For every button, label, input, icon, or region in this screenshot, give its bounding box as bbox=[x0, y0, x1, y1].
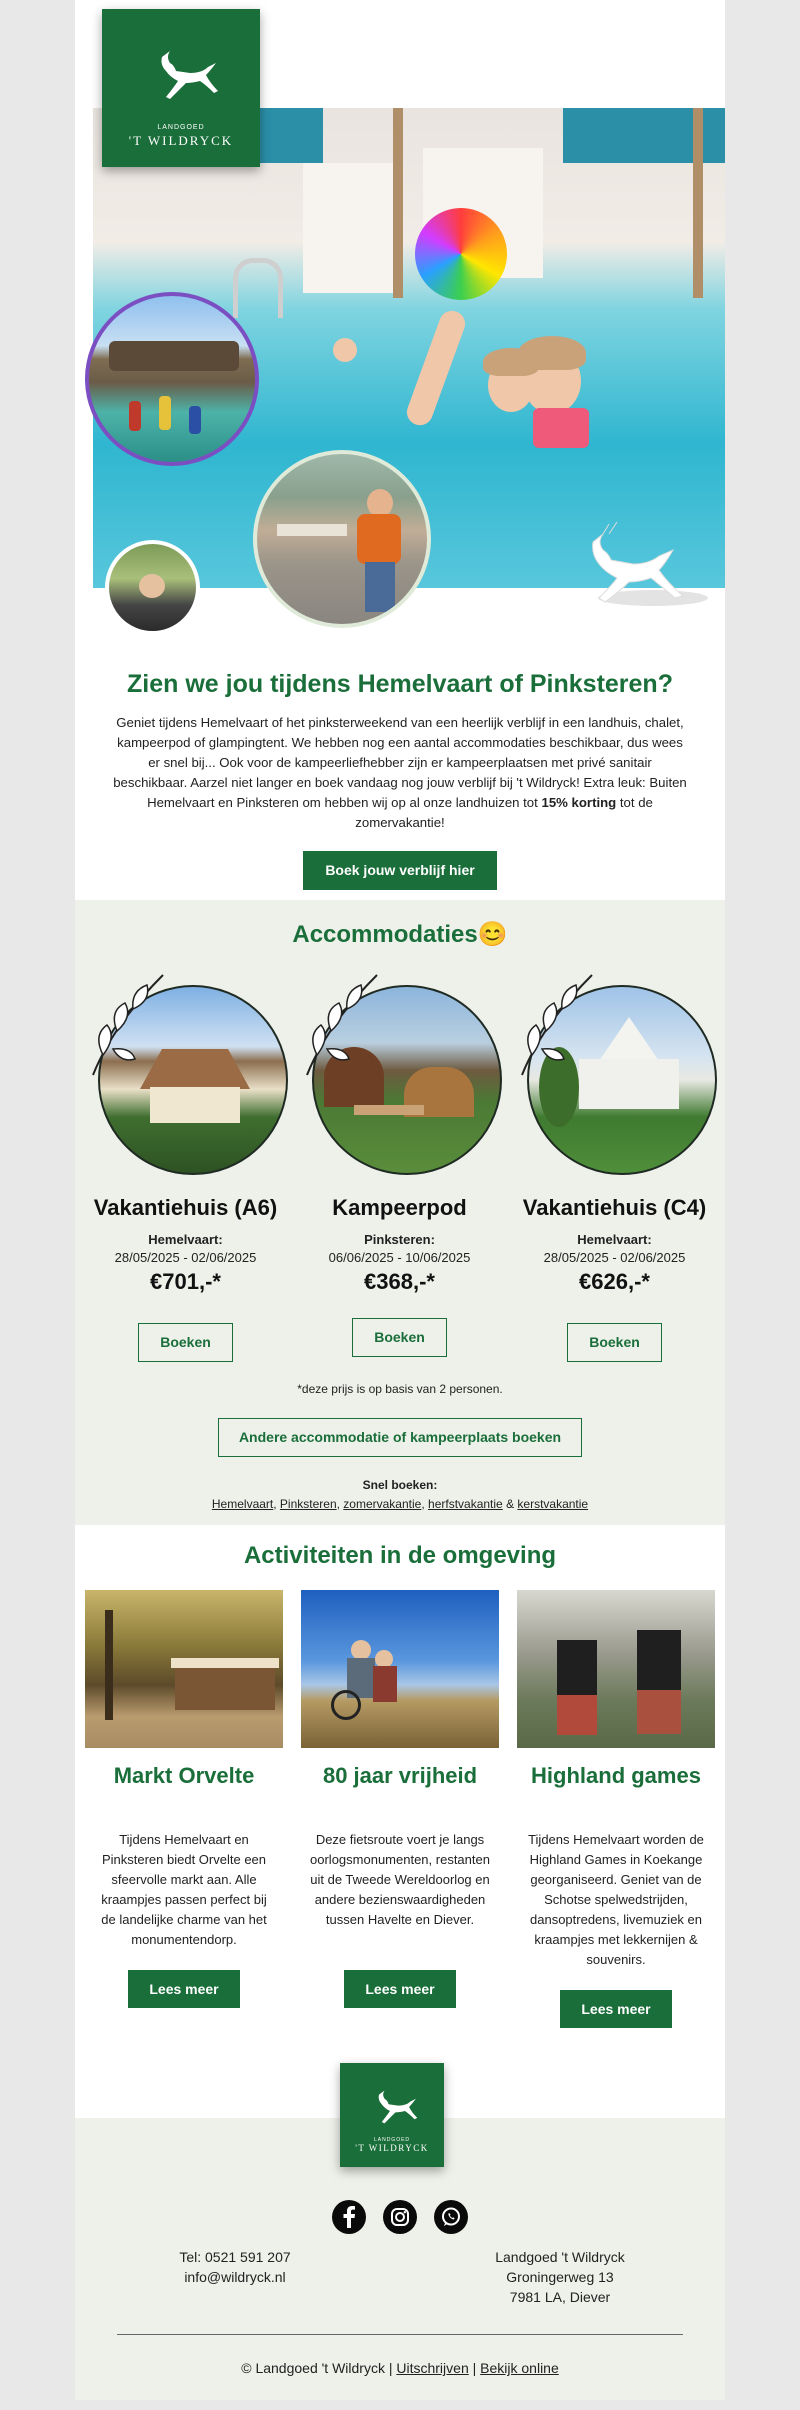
view-online-link[interactable]: Bekijk online bbox=[480, 2360, 559, 2376]
quick-link-hemelvaart[interactable]: Hemelvaart bbox=[211, 1497, 274, 1511]
deer-icon bbox=[140, 43, 222, 113]
book-button[interactable]: Boeken bbox=[352, 1318, 447, 1357]
window bbox=[303, 163, 393, 293]
contact-info bbox=[135, 2247, 335, 2287]
quick-link-zomervakantie[interactable]: zomervakantie bbox=[343, 1497, 422, 1511]
brand-name: 'T WILDRYCK bbox=[355, 2143, 429, 2153]
activity-title: Highland games bbox=[531, 1763, 701, 1788]
brand-small: LANDGOED bbox=[157, 124, 205, 131]
accommodations-title: Accommodaties😊 bbox=[292, 921, 508, 948]
quick-book-links: Hemelvaart, Pinksteren, zomervakantie, herfstvakantie & kerstvakantie bbox=[211, 1497, 589, 1511]
activity-description: Tijdens Hemelvaart worden de Highland Games in Koekange georganiseerd. Geniet van de Schotse spelwedstrijden, dansoptredens, livemuziek en kraampjes met lekkernijen & souvenirs. bbox=[528, 1832, 704, 1967]
book-stay-button[interactable]: Boek jouw verblijf hier bbox=[303, 851, 497, 890]
leaf-decoration-icon bbox=[512, 965, 602, 1085]
accommodation-price: €368,-* bbox=[364, 1269, 435, 1294]
unsubscribe-link[interactable]: Uitschrijven bbox=[396, 2360, 469, 2376]
fietsroute-photo bbox=[301, 1590, 499, 1748]
brand-logo[interactable] bbox=[102, 9, 260, 167]
cyclist-photo bbox=[105, 540, 200, 635]
intro-title: Zien we jou tijdens Hemelvaart of Pinksteren? bbox=[127, 670, 673, 698]
pool-ladder bbox=[233, 258, 283, 318]
beach-ball bbox=[415, 208, 507, 300]
phone-number[interactable]: Tel: 0521 591 207 bbox=[179, 2249, 291, 2265]
accommodation-name: Vakantiehuis (C4) bbox=[522, 1195, 707, 1220]
pillar bbox=[393, 108, 403, 298]
accommodation-period: Hemelvaart: bbox=[577, 1232, 652, 1247]
deer-icon bbox=[364, 2085, 420, 2133]
other-accommodation-button[interactable]: Andere accommodatie of kampeerplaats boeken bbox=[218, 1418, 582, 1457]
markt-orvelte-photo bbox=[85, 1590, 283, 1748]
intro-text: Geniet tijdens Hemelvaart of het pinksterweekend van een heerlijk verblijf in een landhuis, chalet, kampeerpod of glampingtent. We hebben nog een aantal accommodaties beschikbaar, dus wees er snel bij... Ook voor de kampeerliefhebber zijn er kampeerplaatsen met privé sanitair beschikbaar. Aarzel niet langer en boek vandaag nog jouw verblijf bij 't Wildryck! Extra leuk: Buiten Hemelvaart en Pinksteren om hebben wij op al onze landhuizen tot 15% korting tot de zomervakantie! bbox=[113, 715, 687, 830]
accommodation-dates: 28/05/2025 - 02/06/2025 bbox=[543, 1250, 686, 1265]
swimsuit bbox=[533, 408, 589, 448]
book-button[interactable]: Boeken bbox=[567, 1323, 662, 1362]
read-more-button[interactable]: Lees meer bbox=[344, 1970, 456, 2008]
swimmer bbox=[333, 338, 357, 362]
instagram-icon[interactable] bbox=[383, 2200, 417, 2234]
email-address[interactable]: info@wildryck.nl bbox=[184, 2269, 286, 2285]
accommodation-price: €701,-* bbox=[150, 1269, 221, 1294]
accommodation-period: Pinksteren: bbox=[364, 1232, 435, 1247]
copyright-line: © Landgoed 't Wildryck | Uitschrijven | Bekijk online bbox=[241, 2360, 559, 2376]
playground-photo bbox=[253, 450, 431, 628]
deer-silhouette-icon bbox=[563, 520, 713, 610]
activity-description: Tijdens Hemelvaart en Pinksteren biedt Orvelte een sfeervolle markt aan. Alle kraampjes passen perfect bij de landelijke charme van het monumentendorp. bbox=[101, 1832, 267, 1947]
accommodation-period: Hemelvaart: bbox=[148, 1232, 223, 1247]
quick-link-pinksteren[interactable]: Pinksteren bbox=[279, 1497, 337, 1511]
read-more-button[interactable]: Lees meer bbox=[128, 1970, 240, 2008]
address-city: 7981 LA, Diever bbox=[509, 2289, 611, 2305]
terrace-photo bbox=[85, 292, 259, 466]
brand-small: LANDGOED bbox=[373, 2137, 411, 2143]
address-info bbox=[460, 2247, 660, 2307]
accommodation-name: Kampeerpod bbox=[332, 1195, 467, 1220]
accommodation-name: Vakantiehuis (A6) bbox=[93, 1195, 278, 1220]
activity-title: 80 jaar vrijheid bbox=[322, 1763, 478, 1788]
activity-title: Markt Orvelte bbox=[113, 1763, 255, 1788]
book-button[interactable]: Boeken bbox=[138, 1323, 233, 1362]
leaf-decoration-icon bbox=[83, 965, 173, 1085]
highland-games-photo bbox=[517, 1590, 715, 1748]
read-more-button[interactable]: Lees meer bbox=[560, 1990, 672, 2028]
quick-link-herfstvakantie[interactable]: herfstvakantie bbox=[428, 1497, 503, 1511]
brand-name: 'T WILDRYCK bbox=[128, 133, 234, 148]
accommodation-dates: 06/06/2025 - 10/06/2025 bbox=[328, 1250, 471, 1265]
email-body bbox=[75, 0, 725, 2400]
leaf-decoration-icon bbox=[297, 965, 387, 1085]
facebook-icon[interactable] bbox=[332, 2200, 366, 2234]
footer-divider bbox=[117, 2334, 683, 2335]
raised-arm bbox=[403, 307, 468, 429]
address-name: Landgoed 't Wildryck bbox=[495, 2249, 625, 2265]
price-note: *deze prijs is op basis van 2 personen. bbox=[297, 1382, 503, 1396]
pillar bbox=[693, 108, 703, 298]
quick-link-kerstvakantie[interactable]: kerstvakantie bbox=[517, 1497, 589, 1511]
child-hair bbox=[483, 348, 539, 376]
footer-logo[interactable] bbox=[340, 2063, 444, 2167]
accommodation-dates: 28/05/2025 - 02/06/2025 bbox=[114, 1250, 257, 1265]
quick-book-label: Snel boeken: bbox=[362, 1478, 438, 1492]
accommodation-price: €626,-* bbox=[579, 1269, 650, 1294]
activity-description: Deze fietsroute voert je langs oorlogsmonumenten, restanten uit de Tweede Wereldoorlog en andere bezienswaardigheden tussen Havelte en Diever. bbox=[310, 1832, 490, 1927]
activities-title: Activiteiten in de omgeving bbox=[243, 1542, 557, 1569]
whatsapp-icon[interactable] bbox=[434, 2200, 468, 2234]
address-street: Groningerweg 13 bbox=[506, 2269, 614, 2285]
accommodations-section bbox=[75, 900, 725, 1525]
